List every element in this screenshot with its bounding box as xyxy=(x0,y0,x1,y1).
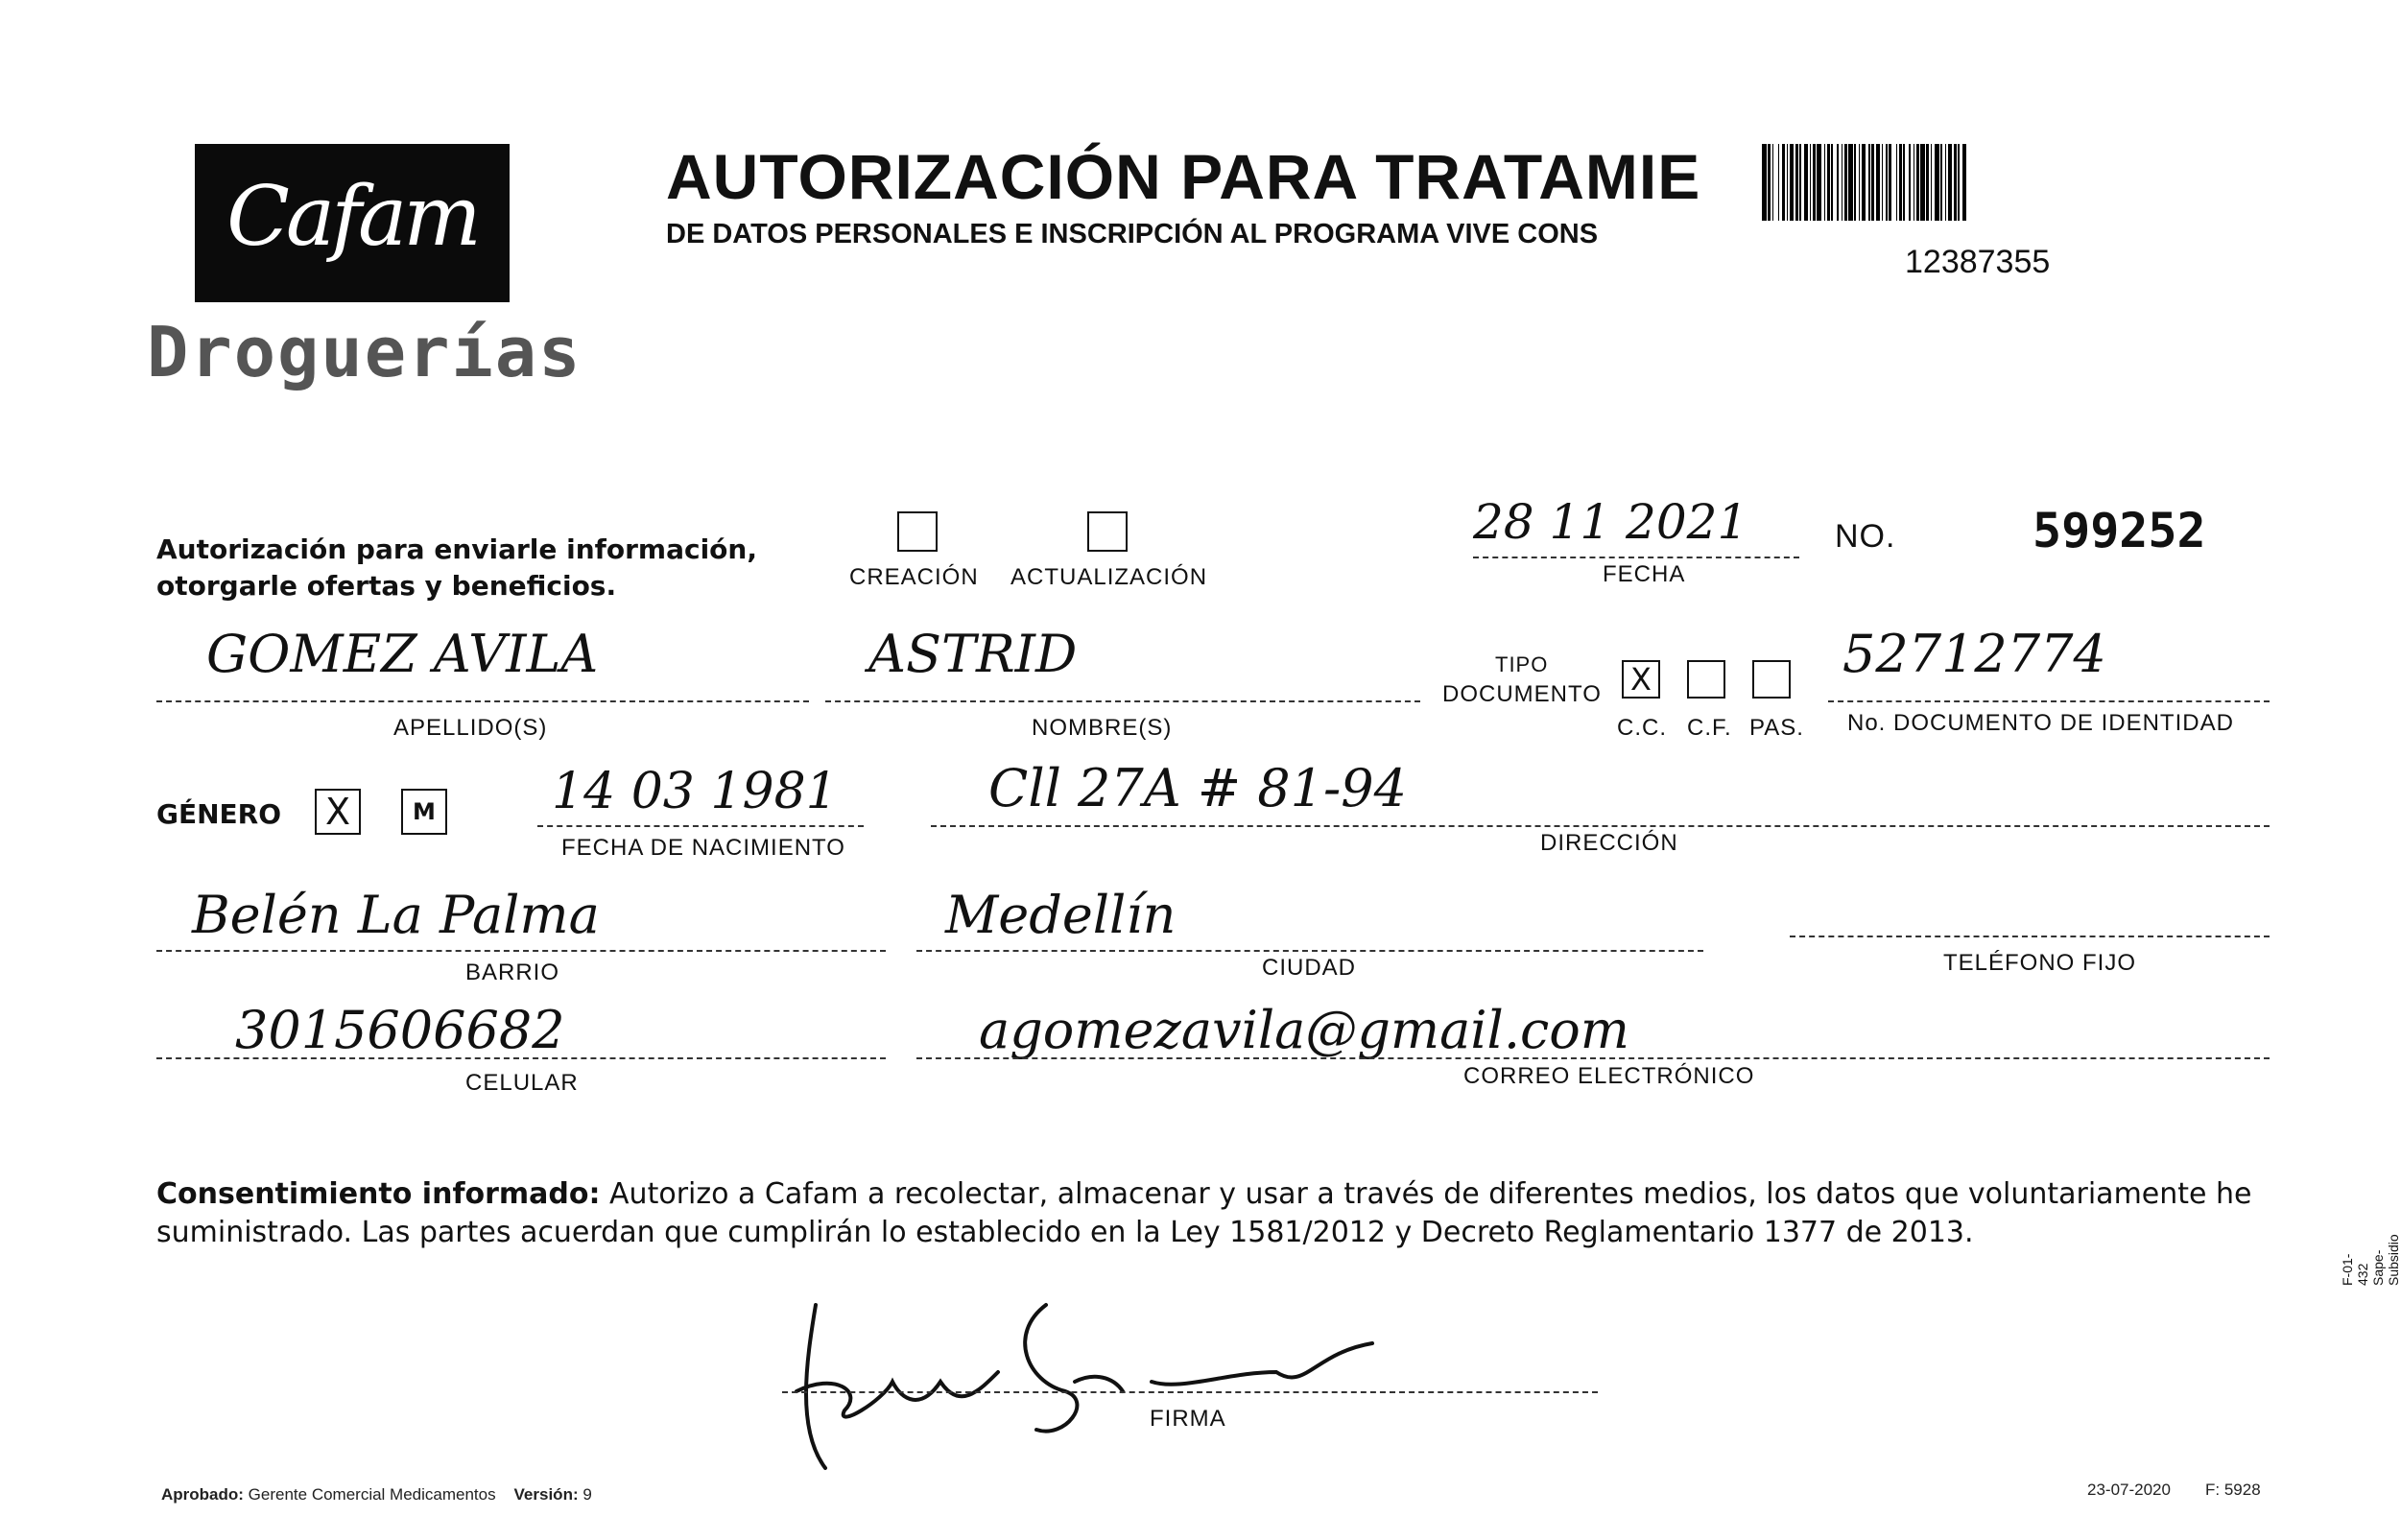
documento-label: DOCUMENTO xyxy=(1442,681,1602,707)
firma-line xyxy=(782,1391,1598,1393)
documento-line xyxy=(1828,700,2270,702)
side-text: F-01-432 Sape-Subsidio xyxy=(2340,1234,2401,1286)
ciudad-line xyxy=(916,950,1703,952)
barcode-bar xyxy=(1962,144,1967,221)
apellidos-line xyxy=(156,700,809,702)
logo-text: Cafam xyxy=(226,169,478,265)
barrio-line xyxy=(156,950,886,952)
version-label: Versión: xyxy=(513,1485,579,1504)
version-value: 9 xyxy=(582,1485,592,1504)
correo-label: CORREO ELECTRÓNICO xyxy=(1463,1063,1755,1089)
nacimiento-line xyxy=(537,825,864,827)
correo-value[interactable]: agomezavila@gmail.com xyxy=(979,1000,1629,1060)
documento-value[interactable]: 52712774 xyxy=(1842,624,2106,684)
genero-label: GÉNERO xyxy=(156,798,282,830)
ciudad-value[interactable]: Medellín xyxy=(945,885,1177,945)
genero-f-checkbox[interactable]: X xyxy=(315,789,361,835)
form-subtitle: DE DATOS PERSONALES E INSCRIPCIÓN AL PROGRAMA VIVE CONS xyxy=(666,219,1599,249)
ciudad-label: CIUDAD xyxy=(1262,955,1357,981)
celular-line xyxy=(156,1057,886,1059)
apellidos-value[interactable]: GOMEZ AVILA xyxy=(206,624,599,684)
cc-label: C.C. xyxy=(1617,715,1667,741)
no-label: NO. xyxy=(1835,518,1896,555)
form-number: 599252 xyxy=(2033,503,2206,558)
barcode xyxy=(1762,144,2153,221)
actualizacion-checkbox[interactable] xyxy=(1087,511,1128,552)
aprobado-value: Gerente Comercial Medicamentos xyxy=(248,1485,496,1504)
firma-label: FIRMA xyxy=(1150,1406,1226,1432)
creacion-checkbox[interactable] xyxy=(897,511,938,552)
cf-label: C.F. xyxy=(1687,715,1732,741)
consent-text: Autorizo a Cafam a recolectar, almacenar y usar a través de diferentes medios, los datos que voluntariamente he suministrado. Las partes acuerdan que cumplirán lo establecido en la Ley 1581/2012 y Decreto Reglamentario 1377 de 2013. xyxy=(156,1177,2252,1249)
footer-approved xyxy=(161,1485,592,1504)
telefono-label: TELÉFONO FIJO xyxy=(1943,950,2137,976)
telefono-line[interactable] xyxy=(1790,936,2270,937)
consent-heading: Consentimiento informado: xyxy=(156,1177,601,1211)
aprobado-label: Aprobado: xyxy=(161,1485,244,1504)
actualizacion-label: ACTUALIZACIÓN xyxy=(1010,564,1208,590)
fecha-label: FECHA xyxy=(1603,561,1686,587)
footer-date: 23-07-2020 xyxy=(2087,1481,2171,1499)
nacimiento-label: FECHA DE NACIMIENTO xyxy=(561,835,845,861)
documento-number-label: No. DOCUMENTO DE IDENTIDAD xyxy=(1847,710,2234,736)
fecha-value[interactable]: 28 11 2021 xyxy=(1473,494,1748,550)
direccion-label: DIRECCIÓN xyxy=(1540,830,1678,856)
barcode-number: 12387355 xyxy=(1905,244,2051,280)
nombres-value[interactable]: ASTRID xyxy=(868,624,1078,684)
pas-checkbox[interactable] xyxy=(1752,660,1791,699)
direccion-line xyxy=(931,825,2270,827)
apellidos-label: APELLIDO(S) xyxy=(393,715,548,741)
form-title: AUTORIZACIÓN PARA TRATAMIE xyxy=(666,141,1701,212)
creacion-label: CREACIÓN xyxy=(849,564,979,590)
intro-line-1: Autorización para enviarle información, xyxy=(156,533,757,565)
signature xyxy=(777,1286,1449,1478)
fecha-line xyxy=(1473,557,1799,558)
pas-label: PAS. xyxy=(1749,715,1804,741)
barrio-label: BARRIO xyxy=(465,960,560,985)
nombres-label: NOMBRE(S) xyxy=(1032,715,1173,741)
celular-label: CELULAR xyxy=(465,1070,579,1096)
logo-subtitle: Droguerías xyxy=(147,312,582,392)
cc-checkbox[interactable]: X xyxy=(1622,660,1660,699)
barrio-value[interactable]: Belén La Palma xyxy=(192,885,600,945)
consent-paragraph xyxy=(156,1175,2263,1252)
nombres-line xyxy=(825,700,1420,702)
intro-line-2: otorgarle ofertas y beneficios. xyxy=(156,570,617,602)
nacimiento-value[interactable]: 14 03 1981 xyxy=(552,763,838,820)
tipo-label: TIPO xyxy=(1495,652,1549,676)
footer-code: F: 5928 xyxy=(2205,1481,2261,1499)
cf-checkbox[interactable] xyxy=(1687,660,1725,699)
genero-m-checkbox[interactable]: M xyxy=(401,789,447,835)
correo-line xyxy=(916,1057,2270,1059)
direccion-value[interactable]: Cll 27A # 81-94 xyxy=(988,758,1407,818)
cafam-logo xyxy=(195,144,510,302)
celular-value[interactable]: 3015606682 xyxy=(235,1000,565,1060)
